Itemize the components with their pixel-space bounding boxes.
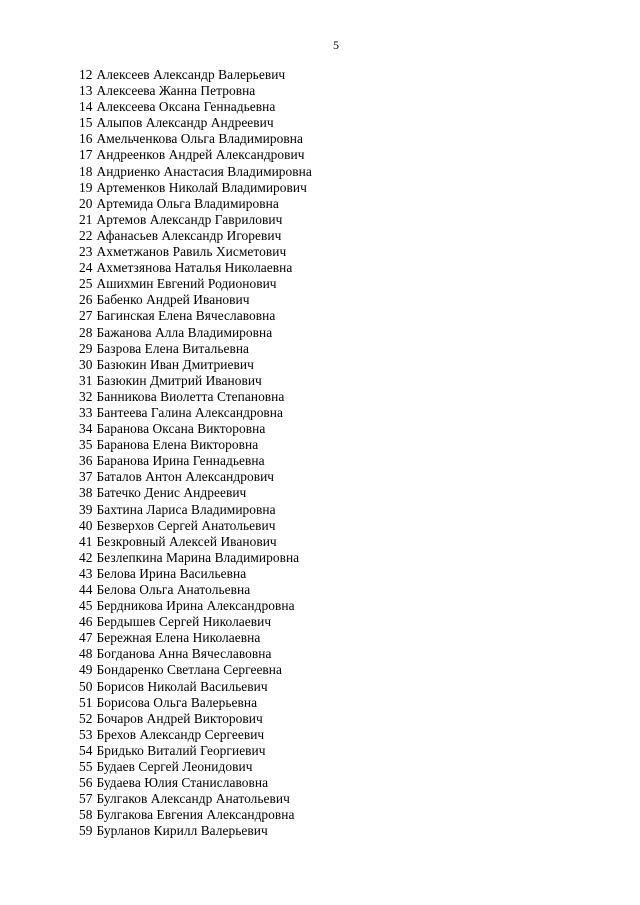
entry-number: 20 — [79, 195, 93, 211]
entry-number: 24 — [79, 260, 93, 276]
list-item — [79, 646, 312, 662]
entry-name: Бахтина Лариса Владимировна — [96, 501, 276, 517]
entry-name: Амельченкова Ольга Владимировна — [96, 131, 303, 147]
entry-name: Артемида Ольга Владимировна — [96, 195, 279, 211]
entry-number: 43 — [79, 565, 93, 581]
entry-name: Бабенко Андрей Иванович — [96, 292, 250, 308]
entry-name: Алыпов Александр Андреевич — [96, 115, 274, 131]
entry-name: Бердникова Ирина Александровна — [96, 598, 295, 614]
list-item — [79, 373, 312, 389]
entry-number: 41 — [79, 533, 93, 549]
entry-name: Банникова Виолетта Степановна — [96, 388, 285, 404]
list-item — [79, 791, 312, 807]
entry-name: Белова Ирина Васильевна — [96, 565, 247, 581]
list-item — [79, 695, 312, 711]
entry-number: 40 — [79, 517, 93, 533]
list-item — [79, 260, 312, 276]
entry-name: Базрова Елена Витальевна — [96, 340, 250, 356]
list-item — [79, 566, 312, 582]
list-item — [79, 743, 312, 759]
list-item — [79, 775, 312, 791]
name-list — [79, 67, 312, 840]
entry-name: Ахметжанов Равиль Хисметович — [96, 244, 287, 260]
entry-number: 49 — [79, 662, 93, 678]
page-number: 5 — [333, 38, 339, 52]
entry-number: 57 — [79, 791, 93, 807]
entry-number: 13 — [79, 83, 93, 99]
list-item — [79, 823, 312, 839]
entry-number: 42 — [79, 549, 93, 565]
entry-number: 39 — [79, 501, 93, 517]
entry-number: 51 — [79, 694, 93, 710]
entry-number: 23 — [79, 244, 93, 260]
entry-number: 22 — [79, 227, 93, 243]
entry-name: Белова Ольга Анатольевна — [96, 582, 251, 597]
entry-name: Безверхов Сергей Анатольевич — [96, 517, 276, 533]
list-item — [79, 115, 312, 131]
entry-name: Афанасьев Александр Игоревич — [96, 227, 282, 243]
list-item — [79, 630, 312, 646]
entry-number: 14 — [79, 99, 93, 115]
entry-number: 35 — [79, 437, 93, 453]
entry-number: 32 — [79, 388, 93, 404]
entry-name: Алексеева Жанна Петровна — [96, 83, 256, 99]
entry-number: 25 — [79, 276, 93, 292]
entry-number: 59 — [79, 823, 93, 839]
list-item — [79, 389, 312, 405]
entry-number: 36 — [79, 453, 93, 469]
entry-number: 55 — [79, 759, 93, 775]
entry-name: Андреенков Андрей Александрович — [96, 147, 305, 163]
entry-number: 52 — [79, 710, 93, 726]
entry-name: Артеменков Николай Владимирович — [96, 179, 307, 195]
list-item — [79, 614, 312, 630]
entry-number: 15 — [79, 115, 93, 131]
list-item — [79, 598, 312, 614]
list-item — [79, 99, 312, 115]
entry-name: Бажанова Алла Владимировна — [96, 324, 273, 340]
entry-number: 31 — [79, 372, 93, 388]
entry-name: Борисова Ольга Валерьевна — [96, 694, 258, 710]
list-item — [79, 325, 312, 341]
entry-number: 16 — [79, 131, 93, 147]
entry-number: 26 — [79, 292, 93, 308]
entry-name: Баранова Ирина Геннадьевна — [96, 453, 265, 469]
list-item — [79, 341, 312, 357]
list-item — [79, 759, 312, 775]
entry-name: Булгаков Александр Анатольевич — [96, 791, 290, 807]
entry-name: Брехов Александр Сергеевич — [96, 726, 265, 742]
list-item — [79, 131, 312, 147]
entry-name: Артемов Александр Гаврилович — [96, 211, 283, 227]
entry-number: 46 — [79, 614, 93, 630]
entry-number: 44 — [79, 582, 93, 597]
entry-number: 50 — [79, 678, 93, 694]
entry-number: 47 — [79, 630, 93, 646]
entry-name: Борисов Николай Васильевич — [96, 678, 268, 694]
entry-name: Багинская Елена Вячеславовна — [96, 308, 276, 324]
list-item — [79, 662, 312, 678]
entry-name: Базюкин Иван Дмитриевич — [96, 356, 254, 372]
entry-number: 12 — [79, 67, 93, 82]
list-item — [79, 437, 312, 453]
entry-name: Безкровный Алексей Иванович — [96, 533, 277, 549]
list-item — [79, 405, 312, 421]
list-item — [79, 711, 312, 727]
entry-name: Ашихмин Евгений Родионович — [96, 276, 277, 292]
entry-number: 38 — [79, 485, 93, 501]
entry-number: 21 — [79, 211, 93, 227]
list-item — [79, 292, 312, 308]
entry-number: 48 — [79, 646, 93, 662]
entry-number: 37 — [79, 469, 93, 485]
entry-number: 34 — [79, 421, 93, 437]
entry-name: Базюкин Дмитрий Иванович — [96, 372, 262, 388]
entry-number: 56 — [79, 775, 93, 791]
list-item — [79, 469, 312, 485]
list-item — [79, 534, 312, 550]
entry-name: Бережная Елена Николаевна — [96, 630, 261, 646]
list-item — [79, 502, 312, 518]
list-item — [79, 180, 312, 196]
entry-number: 28 — [79, 324, 93, 340]
entry-number: 54 — [79, 742, 93, 758]
list-item — [79, 485, 312, 501]
entry-number: 29 — [79, 340, 93, 356]
list-item — [79, 196, 312, 212]
list-item — [79, 212, 312, 228]
entry-name: Будаева Юлия Станиславовна — [96, 775, 269, 791]
entry-name: Баранова Оксана Викторовна — [96, 421, 266, 437]
entry-name: Богданова Анна Вячеславовна — [96, 646, 272, 662]
entry-name: Будаев Сергей Леонидович — [96, 759, 253, 775]
entry-number: 27 — [79, 308, 93, 324]
list-item — [79, 421, 312, 437]
entry-number: 19 — [79, 179, 93, 195]
entry-name: Андриенко Анастасия Владимировна — [96, 163, 312, 179]
entry-name: Булгакова Евгения Александровна — [96, 807, 295, 823]
entry-name: Алексеева Оксана Геннадьевна — [96, 99, 276, 115]
entry-number: 45 — [79, 598, 93, 614]
entry-name: Батечко Денис Андреевич — [96, 485, 247, 501]
list-item — [79, 550, 312, 566]
list-item — [79, 67, 312, 83]
entry-name: Алексеев Александр Валерьевич — [96, 67, 286, 82]
list-item — [79, 582, 312, 598]
entry-name: Бурланов Кирилл Валерьевич — [96, 823, 268, 839]
entry-name: Бердышев Сергей Николаевич — [96, 614, 272, 630]
entry-name: Баранова Елена Викторовна — [96, 437, 259, 453]
list-item — [79, 807, 312, 823]
list-item — [79, 164, 312, 180]
list-item — [79, 518, 312, 534]
list-item — [79, 453, 312, 469]
list-item — [79, 244, 312, 260]
list-item — [79, 357, 312, 373]
list-item — [79, 679, 312, 695]
list-item — [79, 308, 312, 324]
entry-name: Бочаров Андрей Викторович — [96, 710, 263, 726]
list-item — [79, 83, 312, 99]
entry-number: 53 — [79, 726, 93, 742]
entry-name: Бридько Виталий Георгиевич — [96, 742, 266, 758]
list-item — [79, 276, 312, 292]
entry-number: 30 — [79, 356, 93, 372]
entry-number: 58 — [79, 807, 93, 823]
list-item — [79, 727, 312, 743]
entry-number: 17 — [79, 147, 93, 163]
entry-name: Баталов Антон Александрович — [96, 469, 275, 485]
entry-number: 33 — [79, 404, 93, 420]
entry-name: Бондаренко Светлана Сергеевна — [96, 662, 283, 678]
entry-number: 18 — [79, 163, 93, 179]
list-item — [79, 147, 312, 163]
entry-name: Безлепкина Марина Владимировна — [96, 549, 300, 565]
entry-name: Ахметзянова Наталья Николаевна — [96, 260, 293, 276]
entry-name: Бантеева Галина Александровна — [96, 404, 284, 420]
list-item — [79, 228, 312, 244]
